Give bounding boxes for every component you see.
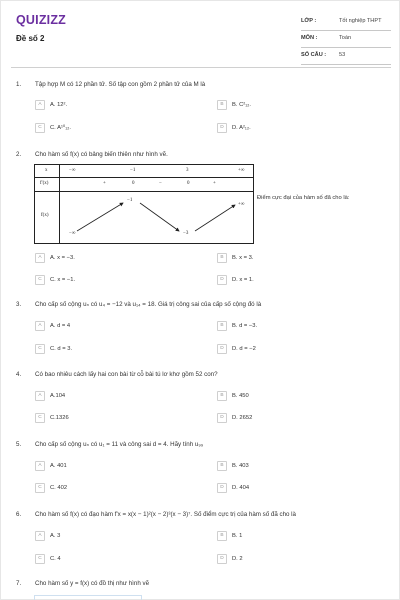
meta-row-class xyxy=(301,14,391,31)
option-letter: C xyxy=(35,483,45,493)
option-letter: B xyxy=(217,321,227,331)
option-c[interactable] xyxy=(35,275,75,285)
option-text: A.104 xyxy=(50,393,66,399)
option-d[interactable] xyxy=(217,554,243,564)
option-c[interactable] xyxy=(35,483,67,493)
variation-arrows xyxy=(35,165,253,243)
option-text: A. x = −3. xyxy=(50,255,75,261)
option-text: C. A¹⁰₁₂. xyxy=(50,125,72,131)
option-letter: A xyxy=(35,531,45,541)
question-number: 2. xyxy=(16,151,22,158)
option-text: D. 404 xyxy=(232,485,250,491)
option-letter: C xyxy=(35,123,45,133)
sign: + xyxy=(213,181,216,186)
option-b[interactable] xyxy=(217,253,253,263)
option-text: C. 4 xyxy=(50,556,61,562)
meta-value: Toán xyxy=(339,35,352,41)
option-a[interactable] xyxy=(35,461,67,471)
option-letter: A xyxy=(35,461,45,471)
meta-value: 53 xyxy=(339,52,346,58)
option-c[interactable] xyxy=(35,554,61,564)
meta-row-subject xyxy=(301,31,391,48)
option-text: C. 402 xyxy=(50,485,68,491)
option-b[interactable] xyxy=(217,461,249,471)
option-letter: C xyxy=(35,554,45,564)
option-d[interactable] xyxy=(217,413,252,423)
option-c[interactable] xyxy=(35,413,69,423)
option-text: D. 2 xyxy=(232,556,243,562)
option-letter: D xyxy=(217,344,227,354)
option-letter: D xyxy=(217,554,227,564)
option-text: A. 3 xyxy=(50,533,61,539)
question-prompt: Điểm cực đại của hàm số đã cho là: xyxy=(257,195,350,201)
option-a[interactable] xyxy=(35,321,70,331)
option-letter: C xyxy=(35,344,45,354)
question-number: 1. xyxy=(16,81,22,88)
doc-title: Đề số 2 xyxy=(16,34,45,43)
option-text: B. 403 xyxy=(232,463,249,469)
option-letter: B xyxy=(217,461,227,471)
f-value: −3 xyxy=(183,231,189,236)
f-value: −1 xyxy=(127,198,133,203)
option-b[interactable] xyxy=(217,391,249,401)
header-divider xyxy=(11,67,391,68)
question-text: Có bao nhiêu cách lấy hai con bài từ cỗ bài tú lơ khơ gồm 52 con? xyxy=(35,371,218,378)
question-number: 3. xyxy=(16,301,22,308)
question-number: 6. xyxy=(16,511,22,518)
option-letter: C xyxy=(35,413,45,423)
option-c[interactable] xyxy=(35,123,71,133)
row-label-derivative: f'(x) xyxy=(40,181,49,186)
question-number: 5. xyxy=(16,441,22,448)
x-value: 3 xyxy=(186,168,189,173)
option-text: D. d = −2 xyxy=(232,346,256,352)
option-c[interactable] xyxy=(35,344,72,354)
question-number: 4. xyxy=(16,371,22,378)
option-letter: B xyxy=(217,531,227,541)
option-text: B. x = 3. xyxy=(232,255,254,261)
meta-key: MÔN : xyxy=(301,35,318,41)
option-letter: B xyxy=(217,100,227,110)
question-number: 7. xyxy=(16,580,22,587)
question-text: Cho cấp số cộng uₙ có u₄ = −12 và u₁₄ = 18. Giá trị công sai của cấp số cộng đó là xyxy=(35,301,262,308)
option-b[interactable] xyxy=(217,531,242,541)
quizizz-logo: QUIZIZZ xyxy=(16,13,67,27)
f-value: −∞ xyxy=(69,231,76,236)
option-text: D. x = 1. xyxy=(232,277,254,283)
option-b[interactable] xyxy=(217,321,257,331)
meta-key: SỐ CÂU : xyxy=(301,52,327,58)
row-label-x: x xyxy=(45,168,48,173)
option-d[interactable] xyxy=(217,344,256,354)
option-d[interactable] xyxy=(217,483,249,493)
sign: + xyxy=(103,181,106,186)
option-letter: C xyxy=(35,275,45,285)
f-value: +∞ xyxy=(238,202,245,207)
option-text: C. x = −1. xyxy=(50,277,76,283)
question-text: Cho cấp số cộng uₙ có u₁ = 11 và công sai d = 4. Hãy tính u₉₉ xyxy=(35,441,204,448)
meta-key: LỚP : xyxy=(301,18,317,24)
option-letter: A xyxy=(35,253,45,263)
option-text: C. d = 3. xyxy=(50,346,73,352)
option-text: D. 2652 xyxy=(232,415,253,421)
option-a[interactable] xyxy=(35,391,65,401)
option-text: B. C²₁₂. xyxy=(232,102,252,108)
x-value: +∞ xyxy=(238,168,245,173)
option-text: B. 450 xyxy=(232,393,249,399)
option-text: C.1326 xyxy=(50,415,69,421)
x-value: −∞ xyxy=(69,168,76,173)
option-text: A. d = 4 xyxy=(50,323,71,329)
option-letter: D xyxy=(217,275,227,285)
option-letter: D xyxy=(217,483,227,493)
option-text: B. d = −3. xyxy=(232,323,258,329)
question-text: Tập hợp M có 12 phần tử. Số tập con gồm 2 phần tử của M là xyxy=(35,81,206,88)
meta-value: Tốt nghiệp THPT xyxy=(339,18,382,24)
x-value: −1 xyxy=(130,168,136,173)
question-text: Cho hàm số y = f(x) có đồ thị như hình vẽ xyxy=(35,580,150,587)
meta-row-count xyxy=(301,48,391,65)
option-text: B. 1 xyxy=(232,533,243,539)
option-letter: A xyxy=(35,321,45,331)
option-letter: D xyxy=(217,123,227,133)
option-letter: A xyxy=(35,391,45,401)
sign: 0 xyxy=(187,181,190,186)
function-graph xyxy=(34,595,142,600)
option-a[interactable] xyxy=(35,100,67,110)
option-letter: A xyxy=(35,100,45,110)
question-text: Cho hàm số f(x) có đạo hàm f'x = x(x − 1)²(x − 2)³(x − 3)⁷. Số điểm cực trị của hàm số đã cho là xyxy=(35,511,297,518)
option-a[interactable] xyxy=(35,253,75,263)
meta-table xyxy=(301,14,391,65)
option-b[interactable] xyxy=(217,100,251,110)
variation-table xyxy=(34,164,254,244)
sign: − xyxy=(159,181,162,186)
option-letter: B xyxy=(217,253,227,263)
option-text: D. A²₁₂. xyxy=(232,125,251,131)
option-a[interactable] xyxy=(35,531,60,541)
option-text: A. 12². xyxy=(50,102,68,108)
sign: 0 xyxy=(132,181,135,186)
option-d[interactable] xyxy=(217,123,251,133)
row-label-f: f(x) xyxy=(41,213,49,218)
option-letter: B xyxy=(217,391,227,401)
question-text: Cho hàm số f(x) có bảng biến thiên như hình vẽ. xyxy=(35,151,168,158)
option-d[interactable] xyxy=(217,275,254,285)
option-letter: D xyxy=(217,413,227,423)
option-text: A. 401 xyxy=(50,463,67,469)
